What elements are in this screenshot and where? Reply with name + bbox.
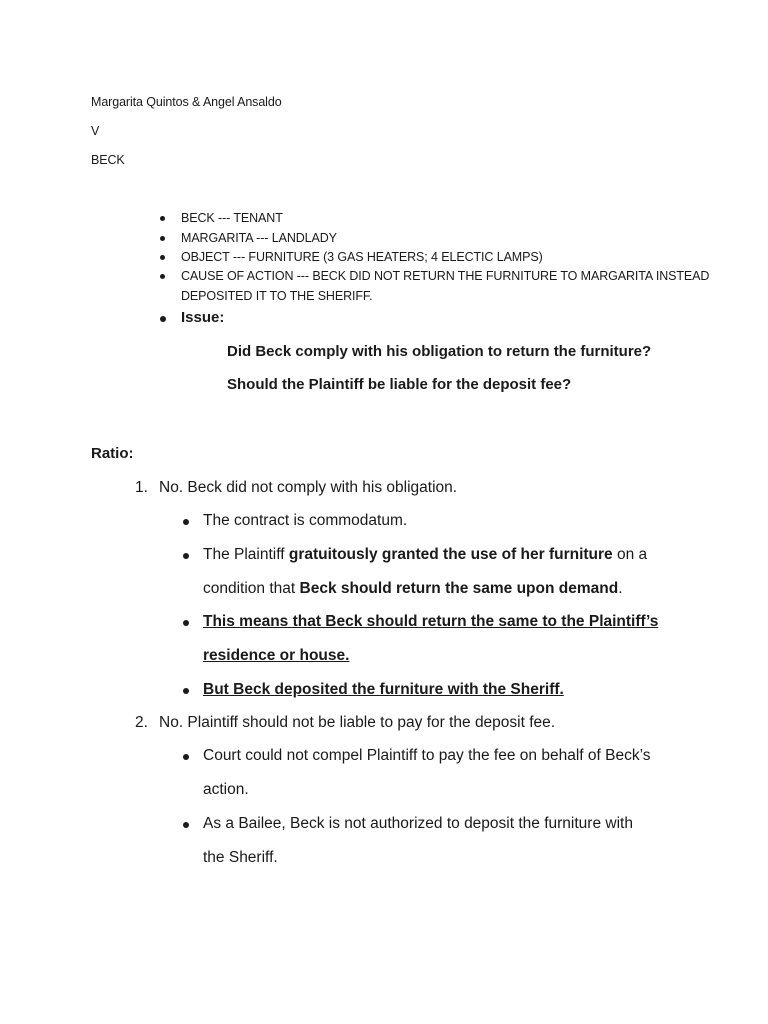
ratio-item-number: 2. — [135, 714, 148, 731]
ratio-point-text: . — [618, 580, 623, 597]
ratio-point-text: on a — [612, 546, 648, 563]
issue-question: Did Beck comply with his obligation to return the furniture? — [227, 343, 652, 360]
bullet-icon — [183, 620, 189, 626]
ratio-point-emphasis: gratuitously granted the use of her furniture — [288, 546, 613, 563]
fact-item-continued: DEPOSITED IT TO THE SHERIFF. — [181, 289, 373, 303]
issue-question: Should the Plaintiff be liable for the deposit fee? — [227, 376, 572, 393]
ratio-point-text: condition that — [203, 580, 300, 597]
case-respondent: BECK — [91, 153, 125, 167]
ratio-point-continued — [203, 580, 623, 598]
ratio-item-text: No. Plaintiff should not be liable to pay for the deposit fee. — [159, 714, 556, 731]
bullet-icon — [183, 822, 189, 828]
ratio-point: Court could not compel Plaintiff to pay the fee on behalf of Beck’s — [203, 747, 651, 764]
ratio-point-emphasis: This means that Beck should return the same to the Plaintiff’s — [203, 613, 659, 630]
bullet-icon — [183, 688, 189, 694]
ratio-item-text: No. Beck did not comply with his obligation. — [159, 479, 458, 496]
ratio-point: As a Bailee, Beck is not authorized to deposit the furniture with — [203, 815, 633, 832]
case-parties: Margarita Quintos & Angel Ansaldo — [91, 95, 282, 109]
bullet-icon — [160, 274, 165, 279]
bullet-icon — [183, 754, 189, 760]
fact-item: CAUSE OF ACTION --- BECK DID NOT RETURN THE FURNITURE TO MARGARITA INSTEAD — [181, 269, 710, 283]
ratio-point-emphasis-continued: residence or house. — [203, 647, 350, 664]
bullet-icon — [183, 553, 189, 559]
ratio-point: The contract is commodatum. — [203, 512, 408, 529]
bullet-icon — [160, 216, 165, 221]
bullet-icon — [160, 255, 165, 260]
bullet-icon — [160, 316, 166, 322]
ratio-item-number: 1. — [135, 479, 148, 496]
ratio-label: Ratio: — [91, 445, 134, 462]
ratio-point-emphasis: But Beck deposited the furniture with the Sheriff. — [203, 681, 564, 698]
case-versus: V — [91, 124, 100, 138]
issue-label: Issue: — [181, 309, 225, 326]
bullet-icon — [160, 236, 165, 241]
fact-item: OBJECT --- FURNITURE (3 GAS HEATERS; 4 ELECTIC LAMPS) — [181, 250, 543, 264]
fact-item: MARGARITA --- LANDLADY — [181, 231, 337, 245]
ratio-point-text: The Plaintiff — [203, 546, 289, 563]
bullet-icon — [183, 519, 189, 525]
ratio-point — [203, 546, 647, 564]
ratio-point-emphasis: Beck should return the same upon demand — [299, 580, 619, 597]
ratio-point-continued: the Sheriff. — [203, 849, 278, 866]
fact-item: BECK --- TENANT — [181, 211, 283, 225]
ratio-point-continued: action. — [203, 781, 249, 798]
